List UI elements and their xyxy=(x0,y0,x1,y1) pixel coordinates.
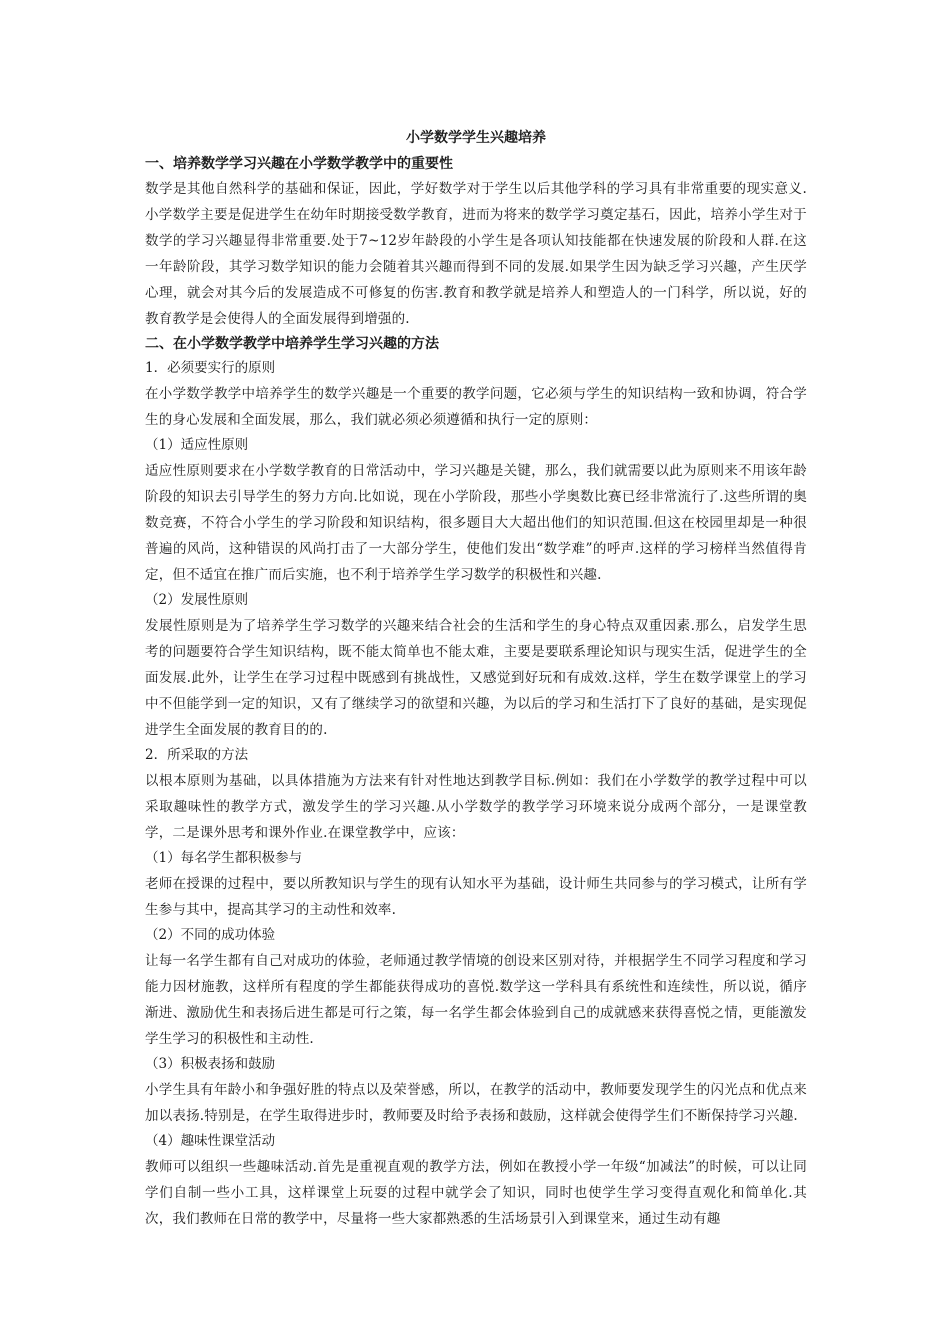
method-2-text: 让每一名学生都有自己对成功的体验，老师通过教学情境的创设来区别对待，并根据学生不同学习程度和学习能力因材施教，这样所有程度的学生都能获得成功的喜悦.数学这一学科具有系统性和连续性，所以说，循序渐进、激励优生和表扬后进生都是可行之策，每一名学生都会体验到自己的成就感来获得喜悦之情，更能激发学生学习的积极性和主动性. xyxy=(145,953,807,1047)
section-2-heading: 二、在小学数学教学中培养学生学习兴趣的方法 xyxy=(145,336,439,352)
document-page xyxy=(145,128,807,1232)
section-1-heading: 一、培养数学学习兴趣在小学数学教学中的重要性 xyxy=(145,156,453,172)
part-2-intro: 以根本原则为基础，以具体措施为方法来有针对性地达到教学目标.例如：我们在小学数学的教学过程中可以采取趣味性的教学方式，激发学生的学习兴趣.从小学数学的教学学习环境来说分成两个部分，一是课堂教学，二是课外思考和课外作业.在课堂教学中，应该： xyxy=(145,773,807,841)
method-4-heading: （4）趣味性课堂活动 xyxy=(145,1133,276,1149)
part-2-heading: 2．所采取的方法 xyxy=(145,747,249,763)
principle-2-heading: （2）发展性原则 xyxy=(145,592,249,608)
principle-2-text: 发展性原则是为了培养学生学习数学的兴趣来结合社会的生活和学生的身心特点双重因素.那么，启发学生思考的问题要符合学生知识结构，既不能太简单也不能太难，主要是要联系理论知识与现实生活，促进学生的全面发展.此外，让学生在学习过程中既感到有挑战性，又感觉到好玩和有成效.这样，学生在数学课堂上的学习中不但能学到一定的知识，又有了继续学习的欲望和兴趣，为以后的学习和生活打下了良好的基础，是实现促进学生全面发展的教育目的的. xyxy=(145,618,807,738)
section-1-paragraph: 数学是其他自然科学的基础和保证，因此，学好数学对于学生以后其他学科的学习具有非常重要的现实意义.小学数学主要是促进学生在幼年时期接受数学教育，进而为将来的数学学习奠定基石，因此，培养小学生对于数学的学习兴趣显得非常重要.处于7~12岁年龄段的小学生是各项认知技能都在快速发展的阶段和人群.在这一年龄阶段，其学习数学知识的能力会随着其兴趣而得到不同的发展.如果学生因为缺乏学习兴趣，产生厌学心理，就会对其今后的发展造成不可修复的伤害.教育和教学就是培养人和塑造人的一门科学，所以说，好的教育教学是会使得人的全面发展得到增强的. xyxy=(145,181,807,327)
method-3-heading: （3）积极表扬和鼓励 xyxy=(145,1056,276,1072)
part-1-intro: 在小学数学教学中培养学生的数学兴趣是一个重要的教学问题，它必须与学生的知识结构一致和协调，符合学生的身心发展和全面发展，那么，我们就必须必须遵循和执行一定的原则： xyxy=(145,386,807,428)
method-4-text: 教师可以组织一些趣味活动.首先是重视直观的教学方法，例如在教授小学一年级“加减法”的时候，可以让同学们自制一些小工具，这样课堂上玩耍的过程中就学会了知识，同时也使学生学习变得直观化和简单化.其次，我们教师在日常的教学中，尽量将一些大家都熟悉的生活场景引入到课堂来，通过生动有趣 xyxy=(145,1159,807,1227)
document-title: 小学数学学生兴趣培养 xyxy=(406,130,546,146)
part-1-heading: 1．必须要实行的原则 xyxy=(145,360,276,376)
method-3-text: 小学生具有年龄小和争强好胜的特点以及荣誉感，所以，在教学的活动中，教师要发现学生的闪光点和优点来加以表扬.特别是，在学生取得进步时，教师要及时给予表扬和鼓励，这样就会使得学生们不断保持学习兴趣. xyxy=(145,1082,807,1124)
method-1-text: 老师在授课的过程中，要以所教知识与学生的现有认知水平为基础，设计师生共同参与的学习模式，让所有学生参与其中，提高其学习的主动性和效率. xyxy=(145,876,807,918)
method-1-heading: （1）每名学生都积极参与 xyxy=(145,850,303,866)
method-2-heading: （2）不同的成功体验 xyxy=(145,927,276,943)
principle-1-heading: （1）适应性原则 xyxy=(145,437,249,453)
principle-1-text: 适应性原则要求在小学数学教育的日常活动中，学习兴趣是关键，那么，我们就需要以此为原则来不用该年龄阶段的知识去引导学生的努力方向.比如说，现在小学阶段，那些小学奥数比赛已经非常流行了.这些所谓的奥数竞赛，不符合小学生的学习阶段和知识结构，很多题目大大超出他们的知识范围.但这在校园里却是一种很普遍的风尚，这种错误的风尚打击了一大部分学生，使他们发出“数学难”的呼声.这样的学习榜样当然值得肯定，但不适宜在推广而后实施，也不利于培养学生学习数学的积极性和兴趣. xyxy=(145,463,807,583)
